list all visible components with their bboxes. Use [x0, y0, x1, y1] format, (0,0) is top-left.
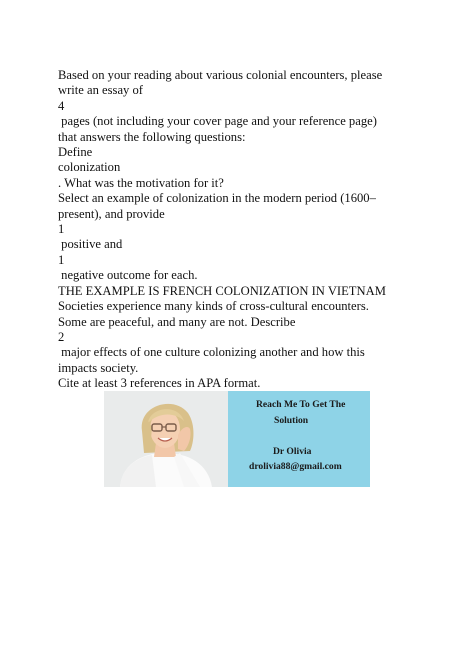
text-line: impacts society. — [58, 360, 139, 375]
text-line: 2 — [58, 329, 65, 344]
contact-heading-2: Solution — [274, 415, 309, 426]
contact-card — [228, 391, 370, 487]
text-line: write an essay of — [58, 83, 143, 98]
essay-prompt — [58, 68, 430, 392]
text-line: present), and provide — [58, 206, 165, 221]
text-line: Based on your reading about various colonial encounters, please — [58, 68, 383, 82]
text-line: positive and — [58, 237, 123, 252]
text-line: 4 — [58, 98, 65, 113]
contact-email: drolivia88@gmail.com — [249, 461, 342, 472]
text-line: pages (not including your cover page and your reference page) — [58, 114, 377, 129]
contact-heading: Reach Me To Get The — [256, 399, 346, 410]
woman-photo — [104, 391, 228, 487]
text-line: . What was the motivation for it? — [58, 175, 224, 190]
contact-banner — [104, 391, 370, 487]
text-line: 1 — [58, 252, 65, 267]
text-line: 1 — [58, 222, 65, 237]
text-line: Define — [58, 145, 93, 160]
text-line: colonization — [58, 160, 121, 175]
text-line: Select an example of colonization in the modern period (1600– — [58, 191, 376, 206]
text-line: Some are peaceful, and many are not. Describe — [58, 314, 296, 329]
text-line: negative outcome for each. — [58, 268, 198, 283]
contact-name: Dr Olivia — [273, 446, 312, 457]
text-line: that answers the following questions: — [58, 129, 246, 144]
text-line: Cite at least 3 references in APA format. — [58, 376, 261, 391]
text-line: Societies experience many kinds of cross-cultural encounters. — [58, 299, 369, 314]
text-line: THE EXAMPLE IS FRENCH COLONIZATION IN VIETNAM — [58, 283, 386, 298]
text-line: major effects of one culture colonizing another and how this — [58, 345, 365, 360]
